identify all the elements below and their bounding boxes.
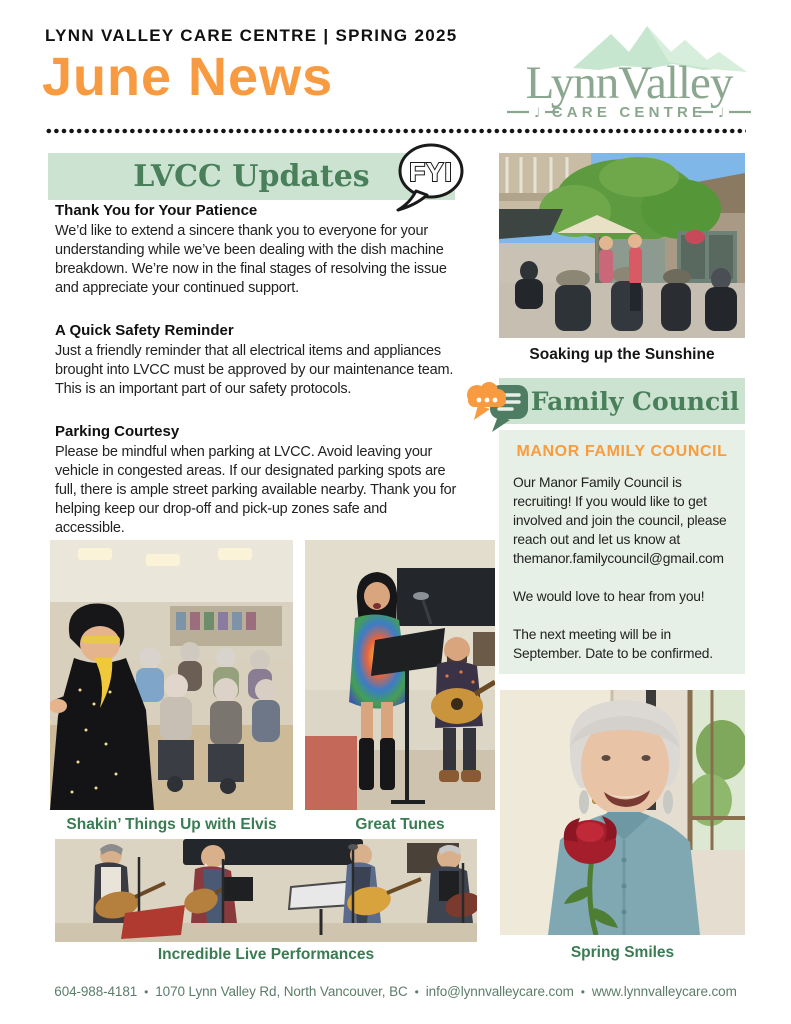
footer-separator: • bbox=[414, 985, 419, 999]
footer-separator: • bbox=[144, 985, 149, 999]
logo-subtitle: CARE CENTRE bbox=[551, 104, 707, 121]
section-body-patience: We’d like to extend a sincere thank you to everyone for your understanding while we’ve been dealing with the dish machine breakdown. We’re now in the final stages of resolving the issue and appreciate your continued support. bbox=[55, 223, 447, 296]
lvcc-updates-title: LVCC Updates bbox=[133, 159, 370, 194]
caption-smiles: Spring Smiles bbox=[570, 944, 675, 961]
caption-tunes: Great Tunes bbox=[355, 816, 445, 833]
mountain-logo-icon bbox=[503, 18, 755, 126]
section-heading-patience: Thank You for Your Patience bbox=[55, 202, 258, 219]
caption-elvis: Shakin’ Things Up with Elvis bbox=[66, 816, 277, 833]
svg-text:♩: ♩ bbox=[534, 106, 541, 121]
footer-website: www.lynnvalleycare.com bbox=[591, 984, 737, 999]
section-body-safety: Just a friendly reminder that all electrical items and appliances brought into LVCC must be approved by our maintenance team. This is an important part of our safety protocols. bbox=[55, 343, 454, 397]
manor-council-paragraph-3: The next meeting will be in September. Date to be confirmed. bbox=[513, 627, 713, 661]
family-council-banner bbox=[499, 378, 745, 424]
caption-sunshine: Soaking up the Sunshine bbox=[529, 346, 715, 363]
logo-wordmark: LynnValley bbox=[525, 57, 733, 109]
chat-bubbles-icon bbox=[464, 380, 530, 434]
footer-phone: 604-988-4181 bbox=[54, 984, 138, 999]
section-body-parking: Please be mindful when parking at LVCC. Avoid leaving your vehicle in congested areas. If our designated parking spots are full, there is ample street parking available nearby. Thank you for helping keep our drop-off and pick-up zones safe and accessible. bbox=[55, 444, 457, 536]
footer-email: info@lynnvalleycare.com bbox=[425, 984, 574, 999]
photo-elvis-performance bbox=[50, 540, 293, 810]
photo-resident-with-rose bbox=[500, 690, 745, 935]
svg-text:♩: ♩ bbox=[718, 106, 725, 121]
lynnvalley-logo bbox=[503, 18, 755, 126]
family-council-title: Family Council bbox=[530, 386, 740, 416]
footer-separator: • bbox=[580, 985, 585, 999]
section-heading-safety: A Quick Safety Reminder bbox=[55, 322, 234, 339]
page-title: June News bbox=[42, 47, 334, 107]
caption-band: Incredible Live Performances bbox=[157, 946, 375, 963]
section-heading-parking: Parking Courtesy bbox=[55, 423, 180, 440]
updates-text-column bbox=[55, 202, 457, 562]
manor-family-council-box bbox=[499, 430, 745, 674]
footer-address: 1070 Lynn Valley Rd, North Vancouver, BC bbox=[155, 984, 408, 999]
photo-live-band bbox=[55, 839, 477, 942]
fyi-label: FYI bbox=[409, 157, 453, 187]
footer-contact-bar bbox=[45, 984, 746, 999]
manor-council-paragraph-2: We would love to hear from you! bbox=[513, 589, 705, 604]
manor-council-heading: MANOR FAMILY COUNCIL bbox=[516, 443, 728, 460]
photo-courtyard-sunshine bbox=[499, 153, 745, 338]
manor-council-paragraph-1: Our Manor Family Council is recruiting! If you would like to get involved and join the council, please reach out and let us know at themanor.familycouncil@gmail.com bbox=[513, 475, 727, 566]
photo-singers-duo bbox=[305, 540, 495, 810]
dotted-divider bbox=[45, 128, 746, 134]
newsletter-kicker: LYNN VALLEY CARE CENTRE | SPRING 2025 bbox=[45, 26, 458, 45]
